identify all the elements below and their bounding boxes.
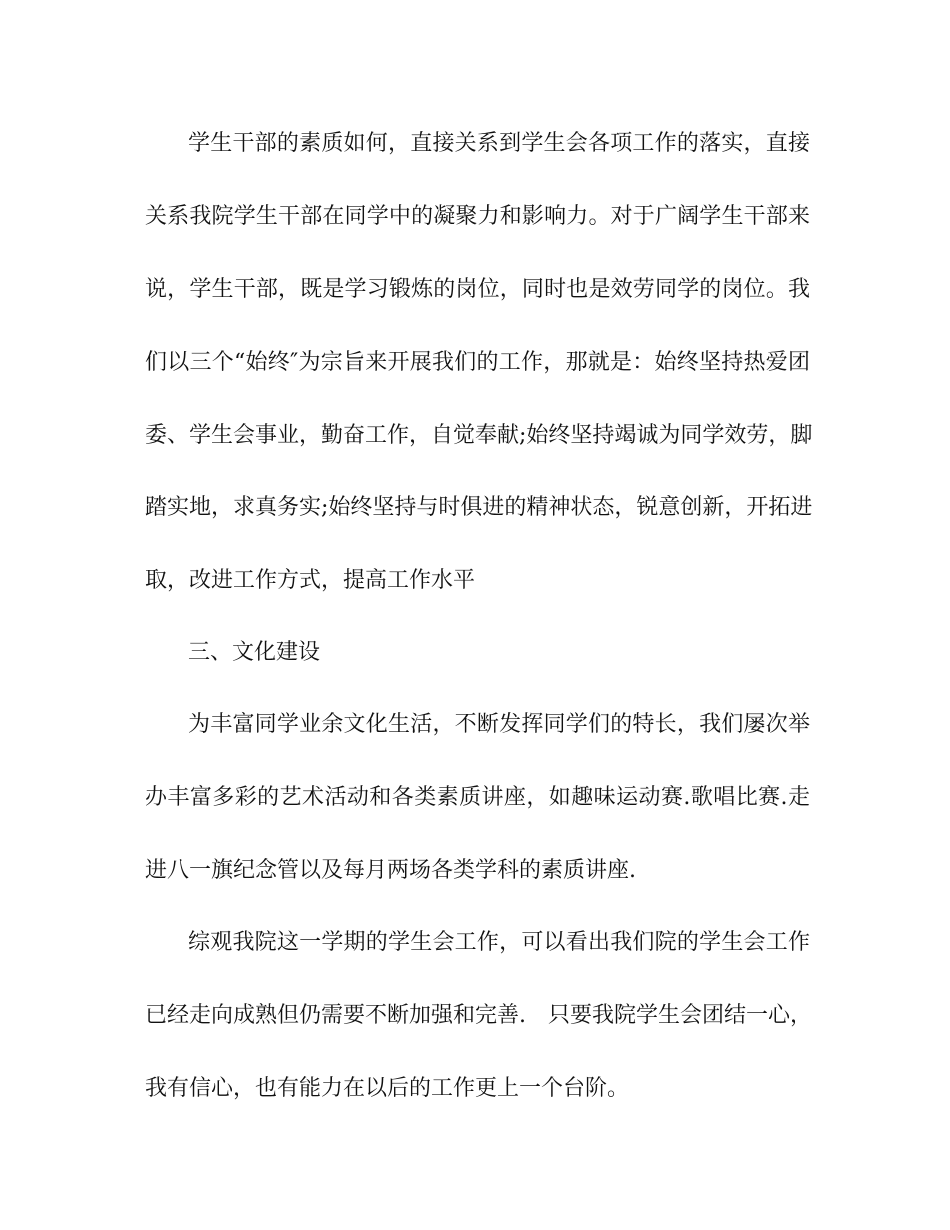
paragraph-line: 学生干部的素质如何，直接关系到学生会各项工作的落实，直接 — [188, 131, 810, 156]
paragraph-line: 已经走向成熟但仍需要不断加强和完善. 只要我院学生会团结一心， — [145, 1003, 812, 1028]
paragraph-line: 委、学生会事业，勤奋工作，自觉奉献;始终坚持竭诚为同学效劳，脚 — [145, 423, 813, 448]
paragraph-line: 关系我院学生干部在同学中的凝聚力和影响力。对于广阔学生干部来 — [145, 204, 810, 229]
paragraph-line: 办丰富多彩的艺术活动和各类素质讲座，如趣味运动赛.歌唱比赛.走 — [145, 785, 810, 810]
section-heading: 三、文化建设 — [188, 640, 321, 665]
paragraph-line: 为丰富同学业余文化生活，不断发挥同学们的特长，我们屡次举 — [188, 712, 810, 737]
paragraph-line: 综观我院这一学期的学生会工作，可以看出我们院的学生会工作 — [188, 930, 810, 955]
paragraph-line: 我有信心，也有能力在以后的工作更上一个台阶。 — [145, 1076, 630, 1101]
paragraph-line: 说，学生干部，既是学习锻炼的岗位，同时也是效劳同学的岗位。我 — [145, 277, 810, 302]
paragraph-line: 踏实地，求真务实;始终坚持与时俱进的精神状态，锐意创新，开拓进 — [145, 495, 813, 520]
paragraph-line: 取，改进工作方式，提高工作水平 — [145, 568, 476, 593]
paragraph-line: 进八一旗纪念管以及每月两场各类学科的素质讲座. — [145, 858, 636, 883]
paragraph-line: 们以三个“始终″为宗旨来开展我们的工作，那就是：始终坚持热爱团 — [145, 350, 810, 375]
